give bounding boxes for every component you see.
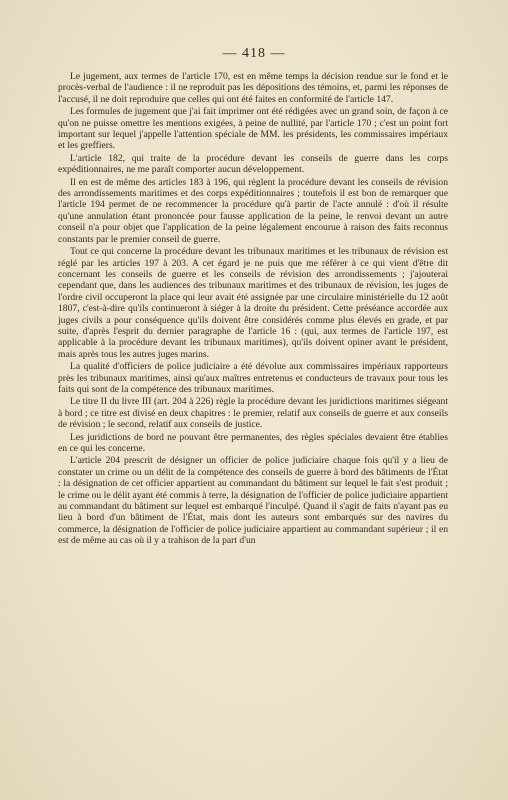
paragraph: Les formules de jugement que j'ai fait imprimer ont été rédigées avec un grand soin, de façon à ce qu'on ne puisse omettre les mentions exigées, à peine de nullité, par l'article 170 ; c'est un point fort important sur lequel j'appelle l'attention spéciale de MM. les présidents, les commissaires impériaux et les greffiers. (58, 106, 448, 152)
paragraph: Les juridictions de bord ne pouvant être permanentes, des règles spéciales devaient être établies en ce qui les concerne. (58, 431, 448, 454)
paragraph: Il en est de même des articles 183 à 196, qui règlent la procédure devant les conseils de révision des arrondissements maritimes et des corps expéditionnaires ; toutefois il est bon de remarquer que l'article 194 permet de ne recommencer la procédure qu'à partir de l'acte annulé : d'où il résulte qu'une annulation étant prononcée pour fausse application de la peine, le renvoi devant un autre conseil n'a pour objet que l'application de la peine légalement encourue à raison des faits reconnus constants par le premier conseil de guerre. (58, 176, 448, 245)
paragraph: Tout ce qui concerne la procédure devant les tribunaux maritimes et les tribunaux de révision est réglé par les articles 197 à 203. A cet égard je ne puis que me référer à ce qui vient d'être dit concernant les conseils de guerre et les conseils de révision des arrondissements ; j'ajouterai cependant que, dans les audiences des tribunaux maritimes et des tribunaux de révision, les juges de l'ordre civil occuperont la place qui leur avait été assignée par une circulaire ministérielle du 12 août 1807, c'est-à-dire qu'ils continueront à siéger à la droite du président. Cette préséance accordée aux juges civils a pour conséquence qu'ils doivent être considérés comme plus élevés en grade, et par suite, d'après l'esprit du dernier paragraphe de l'article 16 : (qui, aux termes de l'article 197, est applicable à la procédure devant les tribunaux maritimes), qu'ils doivent opiner avant le président, mais après tous les autres juges marins. (58, 246, 448, 360)
body-text (58, 71, 448, 547)
page-number: — 418 — (222, 46, 286, 61)
paragraph: L'article 204 prescrit de désigner un officier de police judiciaire chaque fois qu'il y a lieu de constater un crime ou un délit de la compétence des conseils de guerre à bord des bâtiments de l'État : la désignation de cet officier appartient au commandant du bâtiment sur lequel le fait s'est produit ; le crime ou le délit ayant été commis à terre, la désignation de l'officier de police judiciaire appartient au commandant du bâtiment sur lequel est embarqué l'inculpé. Quand il s'agit de faits n'ayant pas eu lieu à bord d'un bâtiment de l'État, mais dont les auteurs sont embarqués sur des navires du commerce, la désignation de l'officier de police judiciaire appartient au commandant supérieur ; il en est de même au cas où il y a trahison de la part d'un (58, 455, 448, 547)
paragraph: Le titre II du livre III (art. 204 à 226) règle la procédure devant les juridictions maritimes siégeant à bord ; ce titre est divisé en deux chapitres : le premier, relatif aux conseils de guerre et aux conseils de révision ; le second, relatif aux conseils de justice. (58, 396, 448, 431)
paragraph: La qualité d'officiers de police judiciaire a été dévolue aux commissaires impériaux rapporteurs près les tribunaux maritimes, ainsi qu'aux maîtres entretenus et conducteurs de travaux pour tous les faits qui sont de la compétence des tribunaux maritimes. (58, 361, 448, 395)
paragraph: Le jugement, aux termes de l'article 170, est en même temps la décision rendue sur le fond et le procès-verbal de l'audience : il ne reproduit pas les dépositions des témoins, et, parmi les réponses de l'accusé, il ne doit reproduire que celles qui ont été faites en conformité de l'article 147. (58, 71, 448, 105)
paragraph: L'article 182, qui traite de la procédure devant les conseils de guerre dans les corps expéditionnaires, ne me paraît comporter aucun développement. (58, 152, 448, 176)
